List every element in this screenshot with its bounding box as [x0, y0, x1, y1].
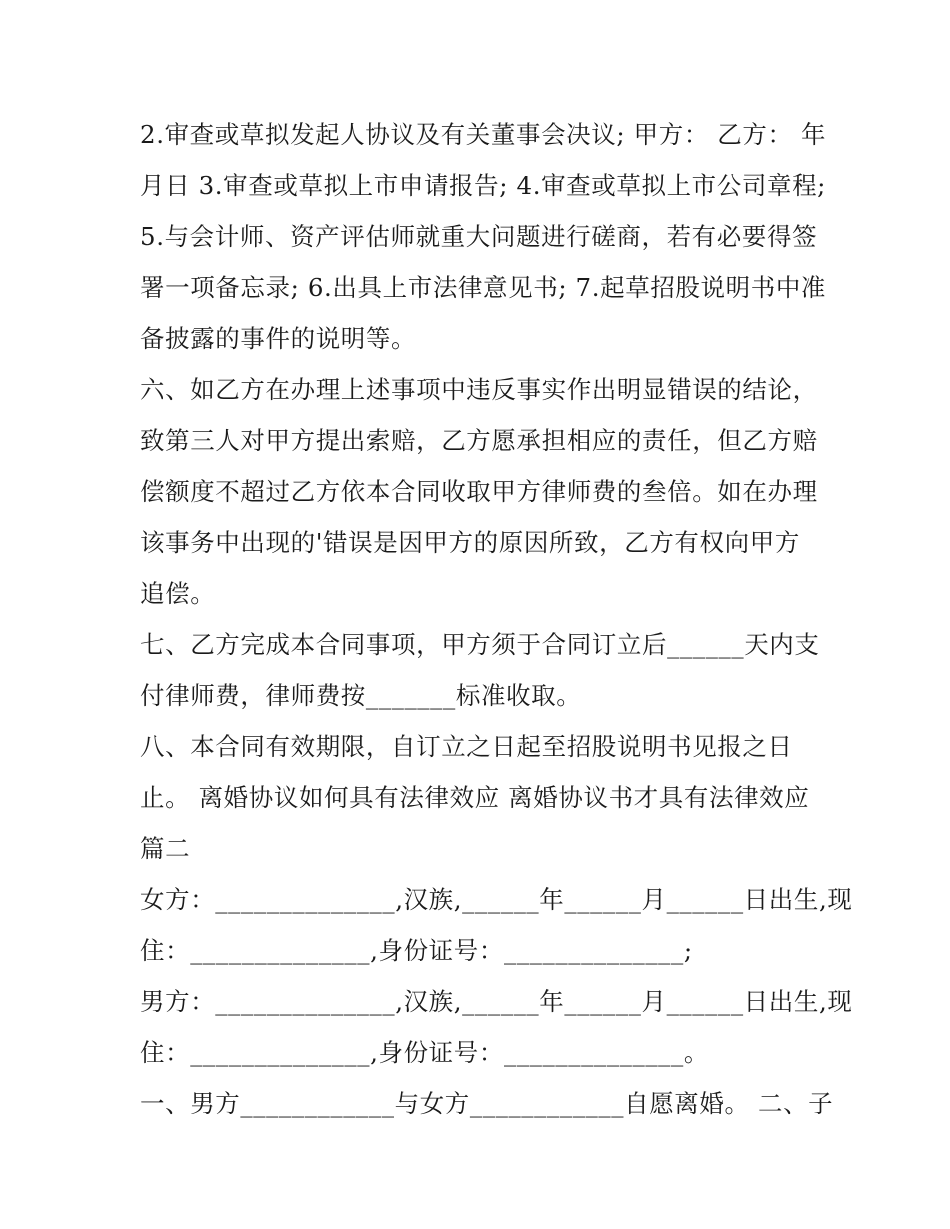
text-line: 男方：______________,汉族,______年______月______日出生,现	[140, 987, 853, 1016]
text-line: 偿额度不超过乙方依本合同收取甲方律师费的叁倍。如在办理	[140, 477, 818, 506]
text-line: 该事务中出现的'错误是因甲方的原因所致，乙方有权向甲方	[140, 528, 800, 557]
document-body	[140, 109, 853, 1129]
text-line: 一、男方____________与女方____________自愿离婚。 二、子	[140, 1089, 834, 1118]
text-line: 住：______________,身份证号：______________;	[140, 936, 693, 965]
text-line: 篇二	[140, 834, 191, 863]
text-line: 六、如乙方在办理上述事项中违反事实作出明显错误的结论，	[140, 375, 818, 404]
text-line: 追偿。	[140, 579, 216, 608]
text-line: 付律师费，律师费按_______标准收取。	[140, 681, 582, 710]
text-line: 致第三人对甲方提出索赔，乙方愿承担相应的责任，但乙方赔	[140, 426, 818, 455]
text-line: 七、乙方完成本合同事项，甲方须于合同订立后______天内支	[140, 630, 820, 659]
text-line: 止。 离婚协议如何具有法律效应 离婚协议书才具有法律效应	[140, 783, 810, 812]
text-line: 女方：______________,汉族,______年______月______日出生,现	[140, 885, 853, 914]
text-line: 住：______________,身份证号：______________。	[140, 1038, 709, 1067]
text-line: 八、本合同有效期限，自订立之日起至招股说明书见报之日	[140, 732, 793, 761]
text-line: 月日 3.审查或草拟上市申请报告; 4.审查或草拟上市公司章程;	[140, 171, 827, 200]
text-line: 署一项备忘录; 6.出具上市法律意见书; 7.起草招股说明书中准	[140, 273, 827, 302]
text-line: 5.与会计师、资产评估师就重大问题进行磋商，若有必要得签	[140, 222, 818, 251]
text-line: 备披露的事件的说明等。	[140, 324, 417, 353]
text-line: 2.审查或草拟发起人协议及有关董事会决议; 甲方： 乙方： 年	[140, 120, 827, 149]
